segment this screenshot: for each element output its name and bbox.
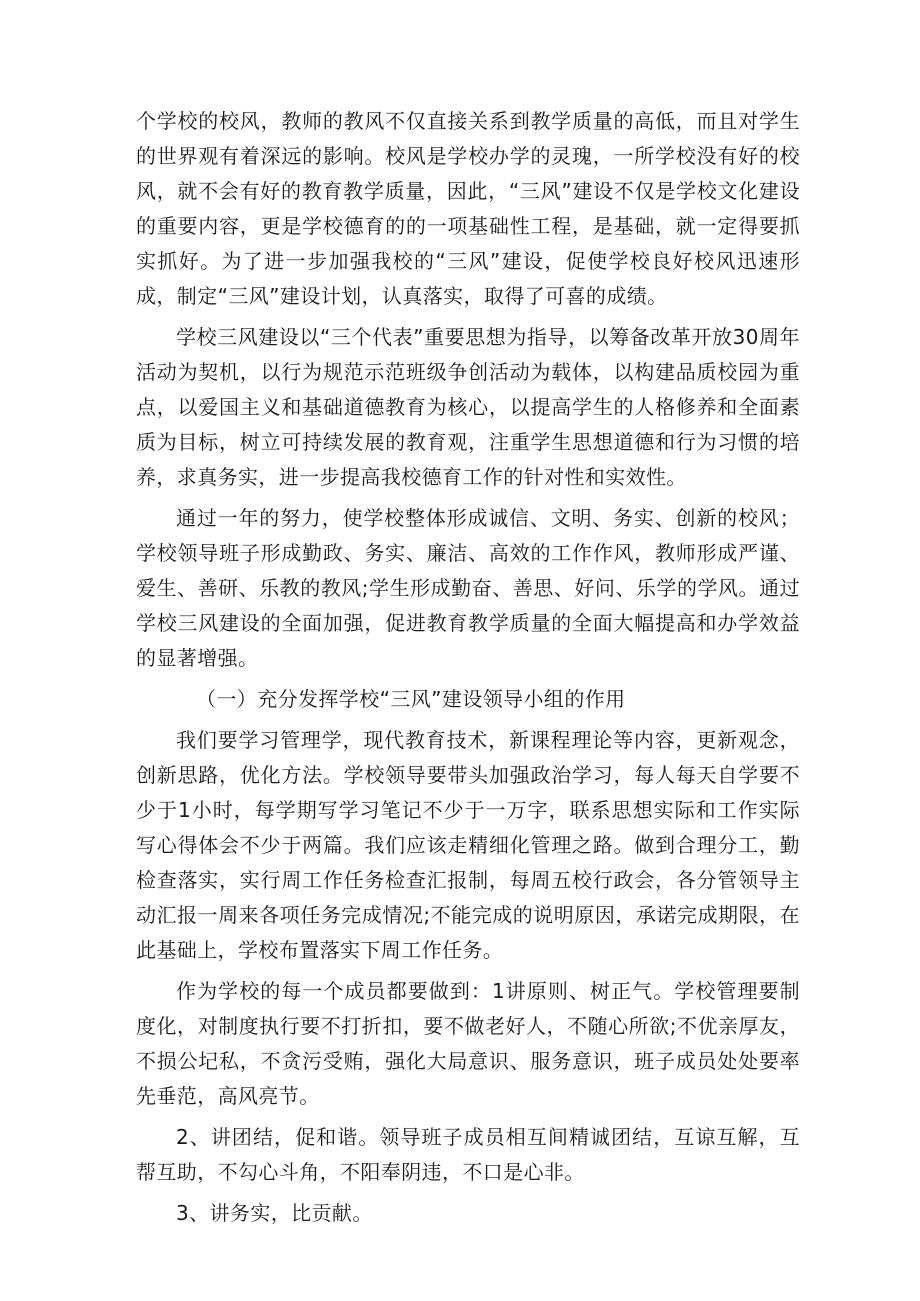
section-heading: （一）充分发挥学校“三风”建设领导小组的作用 (196, 687, 626, 711)
document-body (136, 104, 800, 1237)
paragraph-study-management: 我们要学习管理学，现代教育技术，新课程理论等内容，更新观念，创新思路，优化方法。学校领导要带头加强政治学习，每人每天自学要不少于1小时，每学期写学习笔记不少于一万字，联系思想实际和工作实际写心得体会不少于两篇。我们应该走精细化管理之路。做到合理分工，勤检查落实，实行周工作任务检查汇报制，每周五校行政会，各分管领导主动汇报一周来各项任务完成情况;不能完成的说明原因，承诺完成期限，在此基础上，学校布置落实下周工作任务。 (136, 728, 800, 962)
paragraph-pragmatism: 3、讲务实，比贡献。 (176, 1201, 373, 1225)
paragraph-intro: 个学校的校风，教师的教风不仅直接关系到教学质量的高低，而且对学生的世界观有着深远的影响。校风是学校办学的灵瑰，一所学校没有好的校风，就不会有好的教育教学质量，因此，“三风”建设不仅是学校文化建设的重要内容，更是学校德育的的一项基础性工程，是基础，就一定得要抓实抓好。为了进一步加强我校的“三风”建设，促使学校良好校风迅速形成，制定“三风”建设计划，认真落实，取得了可喜的成绩。 (136, 109, 800, 308)
paragraph-unity: 2、讲团结，促和谐。领导班子成员相互间精诚团结，互谅互解，互帮互助，不勾心斗角，不阳奉阴违，不口是心非。 (136, 1125, 800, 1184)
paragraph-goals: 通过一年的努力，使学校整体形成诚信、文明、务实、创新的校风；学校领导班子形成勤政、务实、廉洁、高效的工作作风，教师形成严谨、爱生、善研、乐教的教风;学生形成勤奋、善思、好问、乐学的学风。通过学校三风建设的全面加强，促进教育教学质量的全面大幅提高和办学效益的显著增强。 (136, 506, 800, 670)
paragraph-guiding-principle: 学校三风建设以“三个代表”重要思想为指导，以筹备改革开放30周年活动为契机，以行为规范示范班级争创活动为载体，以构建品质校园为重点，以爱国主义和基础道德教育为核心，以提高学生的人格修养和全面素质为目标，树立可持续发展的教育观，注重学生思想道德和行为习惯的培养，求真务实，进一步提高我校德育工作的针对性和实效性。 (136, 325, 800, 489)
paragraph-principles: 作为学校的每一个成员都要做到：1讲原则、树正气。学校管理要制度化，对制度执行要不打折扣，要不做老好人，不随心所欲;不优亲厚友，不损公圮私，不贪污受贿，强化大局意识、服务意识，班子成员处处要率先垂范，高风亮节。 (136, 979, 800, 1108)
